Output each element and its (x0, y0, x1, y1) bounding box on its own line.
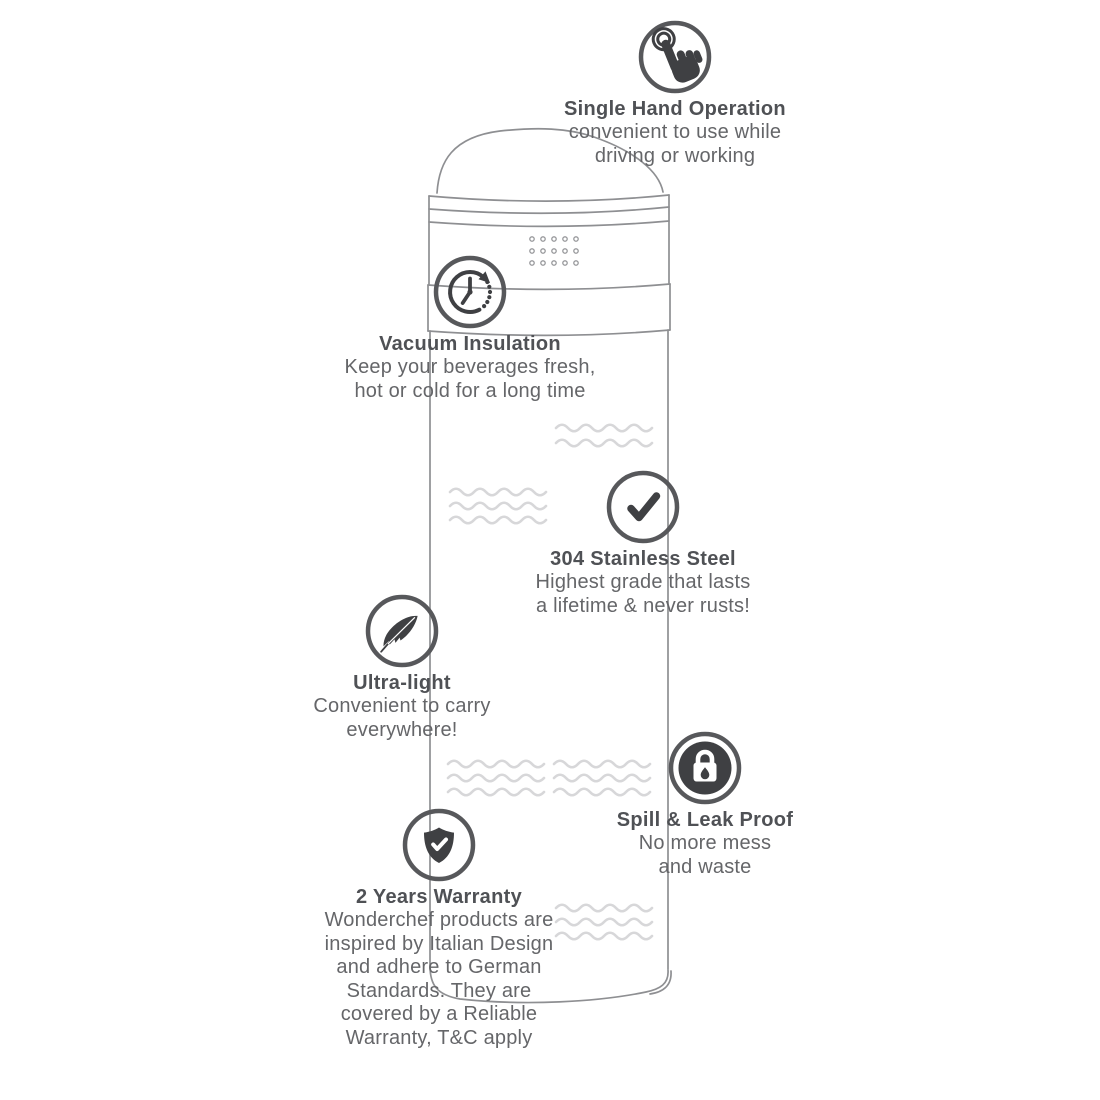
feature-description-line: Standards. They are (346, 979, 532, 1002)
feature-description-line: inspired by Italian Design (324, 932, 554, 955)
feature-single-hand-operation (515, 18, 835, 168)
feature-description-line: Highest grade that lasts (535, 571, 751, 593)
feature-description-line: No more mess (638, 832, 772, 854)
feature-description-line: Warranty, T&C apply (345, 1026, 533, 1049)
shield-check-icon (400, 806, 478, 884)
feature-description-line: covered by a Reliable (340, 1003, 538, 1025)
feature-title: Single Hand Operation (564, 98, 786, 120)
padlock-icon (666, 729, 744, 807)
feature-description-line: hot or cold for a long time (354, 379, 586, 402)
checkmark-icon (604, 468, 682, 546)
feature-title: Spill & Leak Proof (616, 809, 794, 831)
feature-description-line: and adhere to German (336, 956, 542, 978)
clock-timer-icon (431, 253, 509, 331)
feature-description-line: convenient to use while (568, 121, 782, 143)
feature-title: Ultra-light (353, 672, 451, 694)
feature-description-line: everywhere! (346, 718, 458, 741)
feature-description-line: and waste (658, 855, 752, 878)
feature-description-line: Convenient to carry (313, 695, 491, 717)
feature-ultra-light (242, 592, 562, 742)
tap-hand-icon (636, 18, 714, 96)
feature-description-line: driving or working (594, 144, 756, 167)
feature-title: 304 Stainless Steel (550, 548, 736, 570)
feature-description-line: Wonderchef products are (324, 909, 554, 931)
feature-description-line: Keep your beverages fresh, (344, 356, 596, 378)
feature-title: 2 Years Warranty (355, 886, 522, 908)
feature-description-line: a lifetime & never rusts! (536, 594, 750, 617)
feature-vacuum-insulation (310, 253, 630, 403)
feather-icon (363, 592, 441, 670)
feature-title: Vacuum Insulation (379, 333, 561, 355)
feature-warranty (279, 806, 599, 1050)
